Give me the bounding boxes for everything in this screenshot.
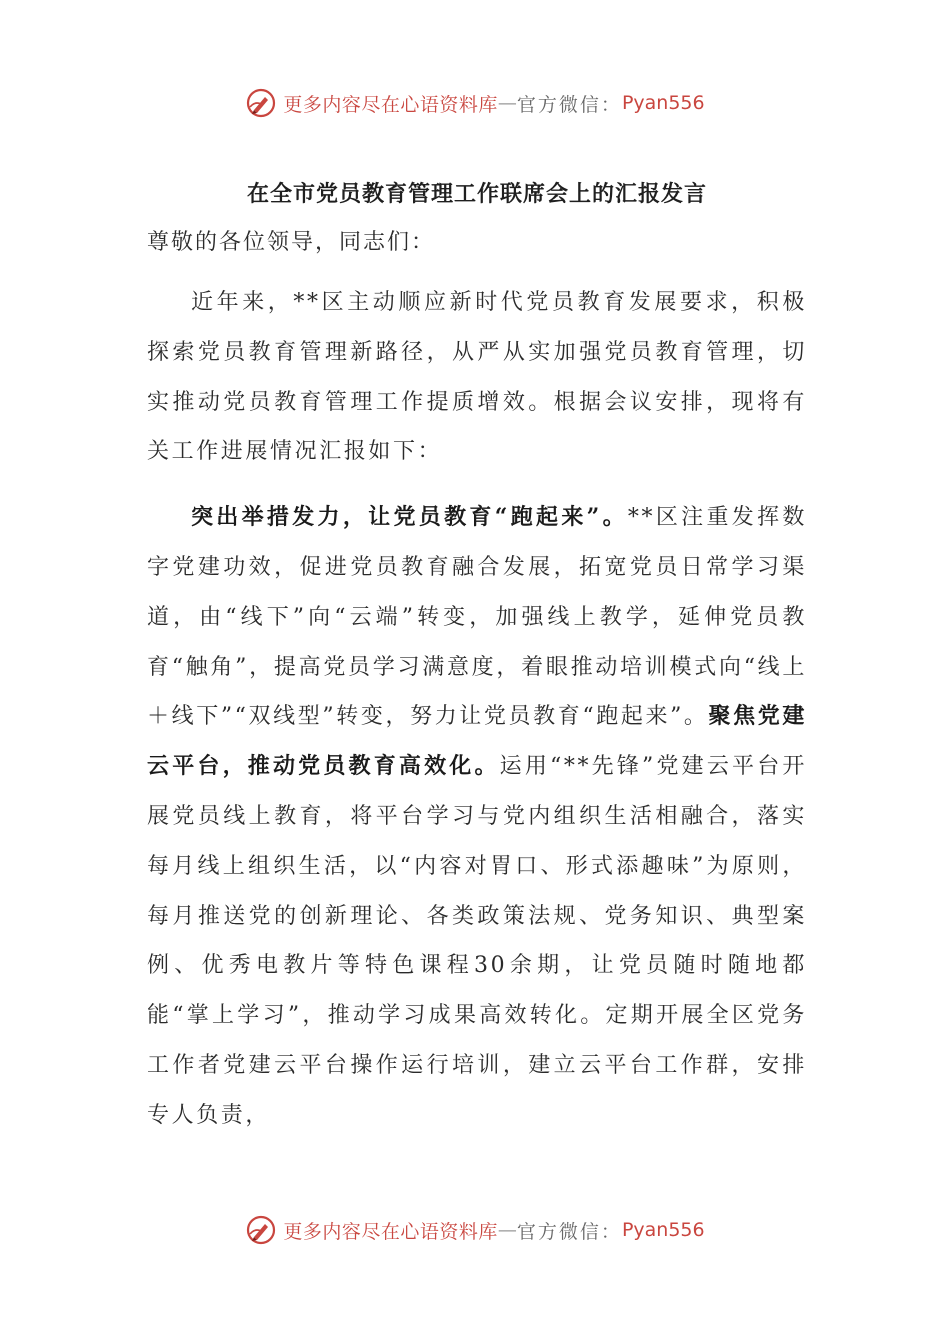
banner-text: 更多内容尽在心语资料库 bbox=[283, 1220, 498, 1243]
section1-sub-heading: 聚焦党建云平台，推动党员教育高效化。 bbox=[147, 703, 807, 780]
section1-paragraph bbox=[147, 493, 807, 1140]
header-banner bbox=[0, 83, 950, 123]
banner-dash: — bbox=[497, 92, 517, 114]
pen-logo-icon bbox=[245, 87, 277, 119]
banner-wechat-label: 官方微信： bbox=[516, 1220, 622, 1243]
pen-logo-icon bbox=[245, 1214, 277, 1246]
section1-sub-text: 运用“**先锋”党建云平台开展党员线上教育，将平台学习与党内组织生活相融合，落实每月线上组织生活，以“内容对胃口、形式添趣味”为原则，每月推送党的创新理论、各类政策法规、党务知识、典型案例、优秀电教片等特色课程30余期，让党员随时随地都能“掌上学习”，推动学习成果高效转化。定期开展全区党务工作者党建云平台操作运行培训，建立云平台工作群，安排专人负责， bbox=[147, 754, 807, 1128]
section1-heading: 突出举措发力，让党员教育“跑起来”。 bbox=[191, 504, 628, 531]
document-body bbox=[147, 172, 807, 1141]
document-title: 在全市党员教育管理工作联席会上的汇报发言 bbox=[246, 181, 707, 207]
section1-text: **区注重发挥数字党建功效，促进党员教育融合发展，拓宽党员日常学习渠道，由“线下”向“云端”转变，加强线上教学，延伸党员教育“触角”，提高党员学习满意度，着眼推动培训模式向“线上＋线下”“双线型”转变，努力让党员教育“跑起来”。 bbox=[147, 505, 807, 730]
banner-text: 更多内容尽在心语资料库 bbox=[283, 93, 498, 116]
banner-wechat-label: 官方微信： bbox=[516, 93, 622, 116]
intro-paragraph: 近年来，**区主动顺应新时代党员教育发展要求，积极探索党员教育管理新路径，从严从实加强党员教育管理，切实推动党员教育管理工作提质增效。根据会议安排，现将有关工作进展情况汇报如下： bbox=[147, 290, 807, 465]
banner-wechat-id: Pyan556 bbox=[621, 92, 705, 114]
banner-wechat-id: Pyan556 bbox=[621, 1219, 705, 1241]
banner-dash: — bbox=[497, 1219, 517, 1241]
footer-banner bbox=[0, 1210, 950, 1250]
salutation: 尊敬的各位领导，同志们： bbox=[147, 230, 436, 255]
